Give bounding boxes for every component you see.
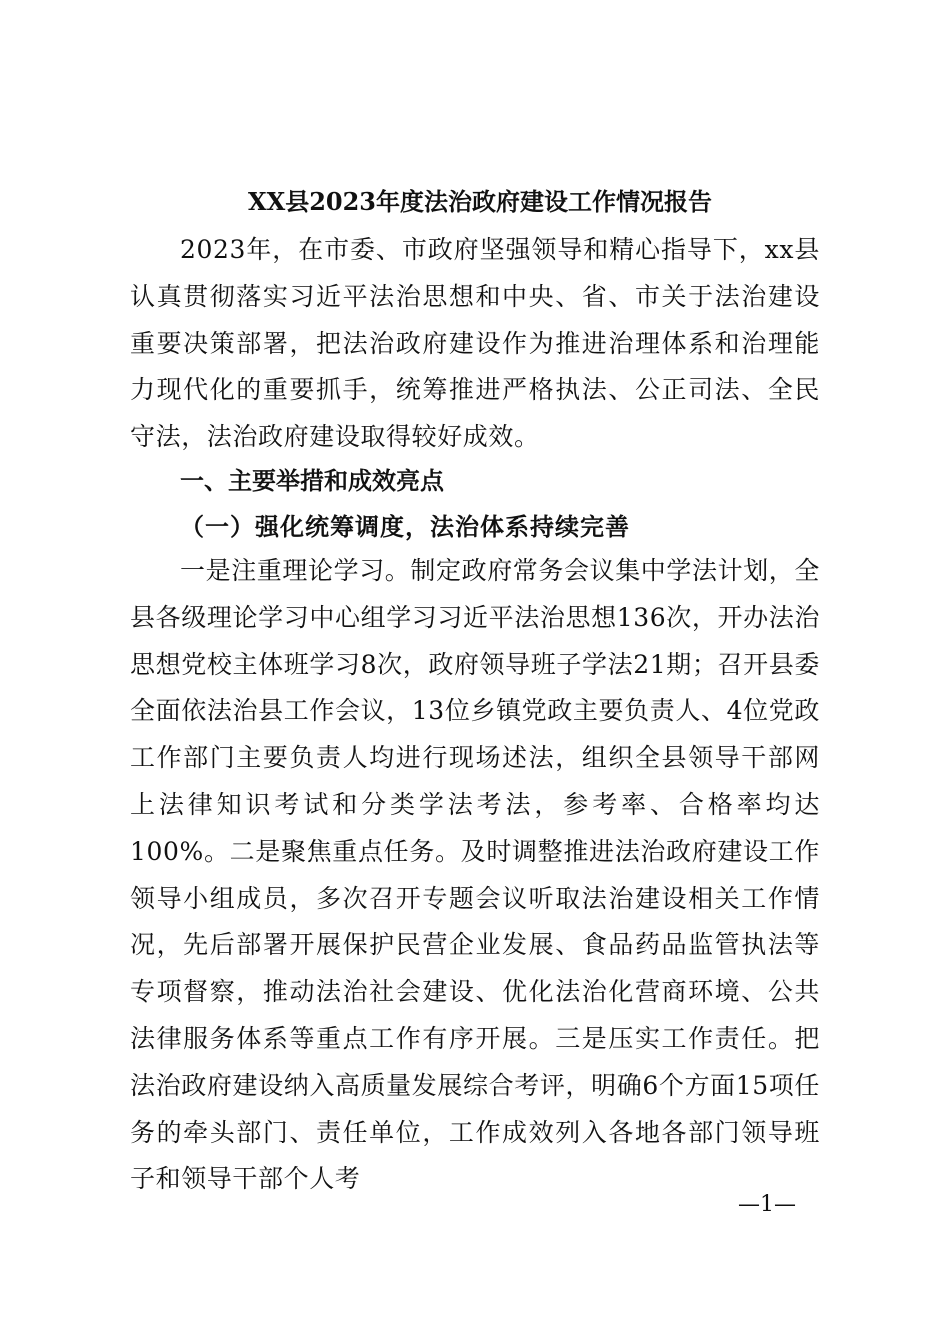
subsection-paragraph: 一是注重理论学习。制定政府常务会议集中学法计划，全县各级理论学习中心组学习习近平法治思想136次，开办法治思想党校主体班学习8次，政府领导班子学法21期；召开县委全面依法治县工作会议，13位乡镇党政主要负责人、4位党政工作部门主要负责人均进行现场述法，组织全县领导干部网上法律知识考试和分类学法考法，参考率、合格率均达100%。二是聚焦重点任务。及时调整推进法治政府建设工作领导小组成员，多次召开专题会议听取法治建设相关工作情况，先后部署开展保护民营企业发展、食品药品监管执法等专项督察，推动法治社会建设、优化法治化营商环境、公共法律服务体系等重点工作有序开展。三是压实工作责任。把法治政府建设纳入高质量发展综合考评，明确6个方面15项任务的牵头部门、责任单位，工作成效列入各地各部门领导班子和领导干部个人考 [130, 556, 821, 1194]
subsection-paragraph-block [130, 548, 820, 1203]
intro-paragraph: 2023年，在市委、市政府坚强领导和精心指导下，xx县认真贯彻落实习近平法治思想和中央、省、市关于法治建设重要决策部署，把法治政府建设作为推进治理体系和治理能力现代化的重要抓手，统筹推进严格执法、公正司法、全民守法，法治政府建设取得较好成效。 [130, 235, 820, 452]
subsection-heading: （一）强化统筹调度，法治体系持续完善 [180, 512, 630, 541]
section-heading: 一、主要举措和成效亮点 [180, 466, 444, 495]
document-title: XX县2023年度法治政府建设工作情况报告 [247, 187, 713, 216]
page-number: —1— [738, 1192, 796, 1217]
intro-paragraph-block [130, 227, 820, 461]
